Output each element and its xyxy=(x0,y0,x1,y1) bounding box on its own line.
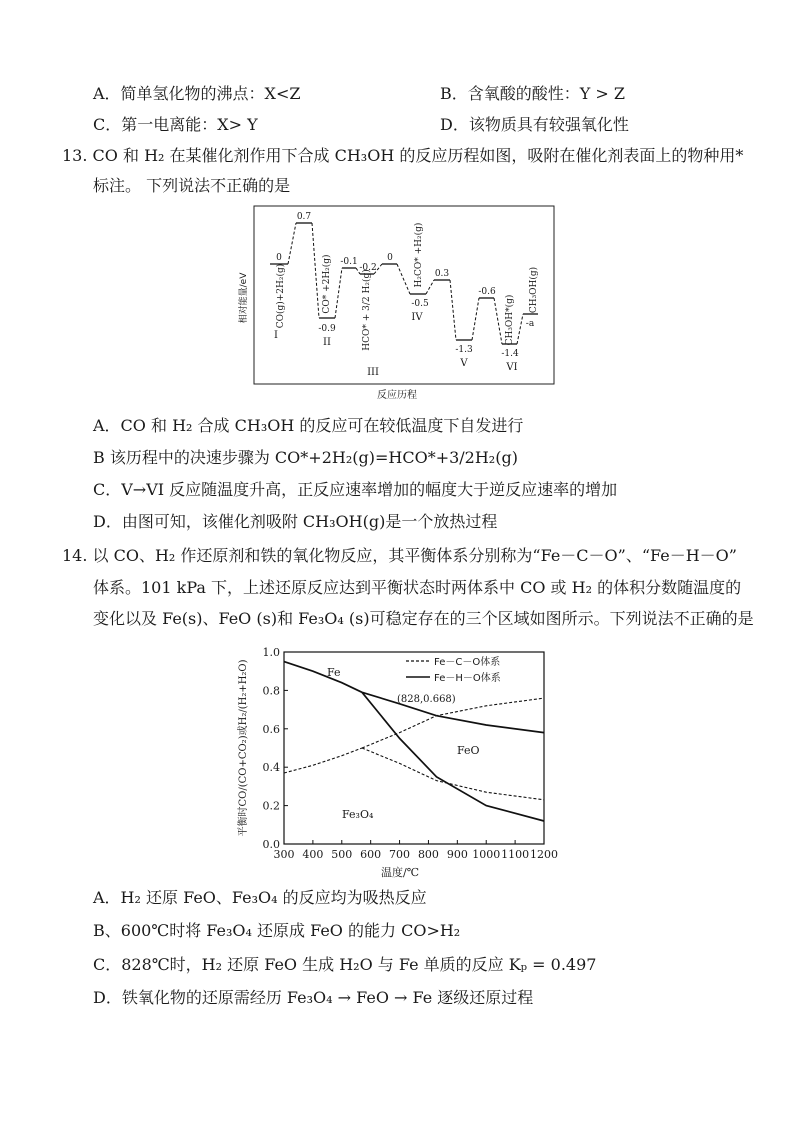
region-label-fe: Fe xyxy=(327,666,341,679)
y-tick-label: 0.8 xyxy=(262,684,280,698)
energy-levels xyxy=(270,223,538,344)
q14-option-c: C．828℃时，H₂ 还原 FeO 生成 H₂O 与 Fe 单质的反应 Kₚ = 0.497 xyxy=(93,955,597,974)
q13-option-b: B 该历程中的决速步骤为 CO*+2H₂(g)=HCO*+3/2H₂(g) xyxy=(93,448,518,467)
q13-option-a: A．CO 和 H₂ 合成 CH₃OH 的反应可在较低温度下自发进行 xyxy=(93,416,524,435)
level-value: 0 xyxy=(387,253,393,263)
stage-label: IV xyxy=(411,312,423,323)
y-tick-label: 0.6 xyxy=(262,722,280,736)
q14-stem-line3: 变化以及 Fe(s)、FeO (s)和 Fe₃O₄ (s)可稳定存在的三个区域如图所示。下列说法不正确的是 xyxy=(93,609,754,628)
region-label-feo: FeO xyxy=(457,744,480,757)
x-tick-label: 1100 xyxy=(501,848,530,861)
level-value: -0.5 xyxy=(411,299,429,309)
y-tick-label: 0.0 xyxy=(262,838,280,851)
species-label: CH₃OH(g) xyxy=(529,266,539,314)
q12-option-c: C．第一电离能：X> Y xyxy=(93,115,258,134)
equilibrium-chart xyxy=(230,640,560,880)
y-tick-label: 0.2 xyxy=(262,799,280,813)
stage-label: V xyxy=(460,358,468,369)
q14-option-a: A．H₂ 还原 FeO、Fe₃O₄ 的反应均为吸热反应 xyxy=(93,888,427,907)
plot-frame xyxy=(284,652,544,844)
q14-stem-line2: 体系。101 kPa 下，上述还原反应达到平衡状态时两体系中 CO 或 H₂ 的体积分数随温度的 xyxy=(93,578,742,597)
q14-stem-line1: 14. 以 CO、H₂ 作还原剂和铁的氧化物反应，其平衡体系分别称为“Fe－C－O”、“Fe－H－O” xyxy=(62,546,737,565)
level-value: 0 xyxy=(276,253,282,263)
legend-entry: Fe－C－O体系 xyxy=(434,657,501,668)
fe-h-o-series-line xyxy=(362,692,544,821)
q13-stem-line1: 13. CO 和 H₂ 在某催化剂作用下合成 CH₃OH 的反应历程如图，吸附在催化剂表面上的物种用* xyxy=(62,146,744,165)
chart-y-label: 平衡时CO/(CO+CO₂)或H₂/(H₂+H₂O) xyxy=(238,659,249,837)
x-tick-label: 500 xyxy=(331,848,353,861)
species-label: H₂CO* +H₂(g) xyxy=(414,222,424,288)
level-value: -1.3 xyxy=(455,345,473,355)
stage-label: II xyxy=(323,337,331,348)
level-value: -0.2 xyxy=(359,263,377,273)
y-tick-label: 1.0 xyxy=(262,646,280,659)
chart-x-label: 温度/℃ xyxy=(380,866,420,879)
fe-h-o-series-line xyxy=(284,662,362,693)
y-tick-label: 0.4 xyxy=(262,761,280,775)
q12-option-a: A．简单氢化物的沸点：X<Z xyxy=(93,84,301,103)
species-label: CO* +2H₂(g) xyxy=(322,254,332,314)
stage-label: VI xyxy=(506,362,518,373)
x-tick-label: 1200 xyxy=(530,848,558,861)
level-value: -1.4 xyxy=(501,349,519,359)
energy-profile-figure xyxy=(232,200,572,412)
legend-entry: Fe－H－O体系 xyxy=(434,673,501,684)
x-tick-label: 300 xyxy=(273,848,295,861)
region-label-fe3o4: Fe₃O₄ xyxy=(342,808,374,821)
level-value: 0.3 xyxy=(434,269,450,279)
x-tick-label: 600 xyxy=(360,848,382,861)
fe-c-o-series-line xyxy=(284,748,362,773)
chart-axes xyxy=(284,652,544,844)
x-tick-label: 900 xyxy=(446,848,468,861)
level-value: 0.7 xyxy=(296,212,312,222)
species-label: CH₃OH*(g) xyxy=(505,294,515,346)
chart-ticks xyxy=(263,646,559,861)
chart-legend xyxy=(406,655,501,684)
stage-label: I xyxy=(274,330,278,341)
q13-option-d: D．由图可知，该催化剂吸附 CH₃OH(g)是一个放热过程 xyxy=(93,512,498,531)
q14-option-b: B、600℃时将 Fe₃O₄ 还原成 FeO 的能力 CO>H₂ xyxy=(93,921,461,940)
x-tick-label: 400 xyxy=(302,848,324,861)
q13-stem-line2: 标注。 下列说法不正确的是 xyxy=(93,176,291,195)
species-label: HCO* + 3/2 H₂(g) xyxy=(362,269,372,351)
q12-option-d: D．该物质具有较强氧化性 xyxy=(440,115,629,134)
energy-axis-label: 相对能量/eV xyxy=(239,272,249,324)
level-value: -a xyxy=(525,319,535,329)
fe-c-o-series-line xyxy=(362,698,544,748)
level-value: -0.1 xyxy=(340,257,358,267)
q12-option-b: B．含氧酸的酸性：Y > Z xyxy=(440,84,626,103)
level-value: -0.6 xyxy=(478,287,496,297)
q14-option-d: D．铁氧化物的还原需经历 Fe₃O₄ → FeO → Fe 逐级还原过程 xyxy=(93,988,534,1007)
q13-option-c: C．V→VI 反应随温度升高，正反应速率增加的幅度大于逆反应速率的增加 xyxy=(93,480,618,499)
reaction-path-label: 反应历程 xyxy=(377,390,417,401)
fe-c-o-series-line xyxy=(362,748,544,800)
stage-label: III xyxy=(367,367,379,378)
chart-annotation: (828,0.668) xyxy=(397,694,456,705)
species-label: CO(g)+2H₂(g) xyxy=(276,263,286,329)
x-tick-label: 800 xyxy=(417,848,439,861)
x-tick-label: 1000 xyxy=(472,848,501,861)
x-tick-label: 700 xyxy=(389,848,411,861)
level-value: -0.9 xyxy=(318,324,336,334)
chart-lines xyxy=(284,662,544,821)
